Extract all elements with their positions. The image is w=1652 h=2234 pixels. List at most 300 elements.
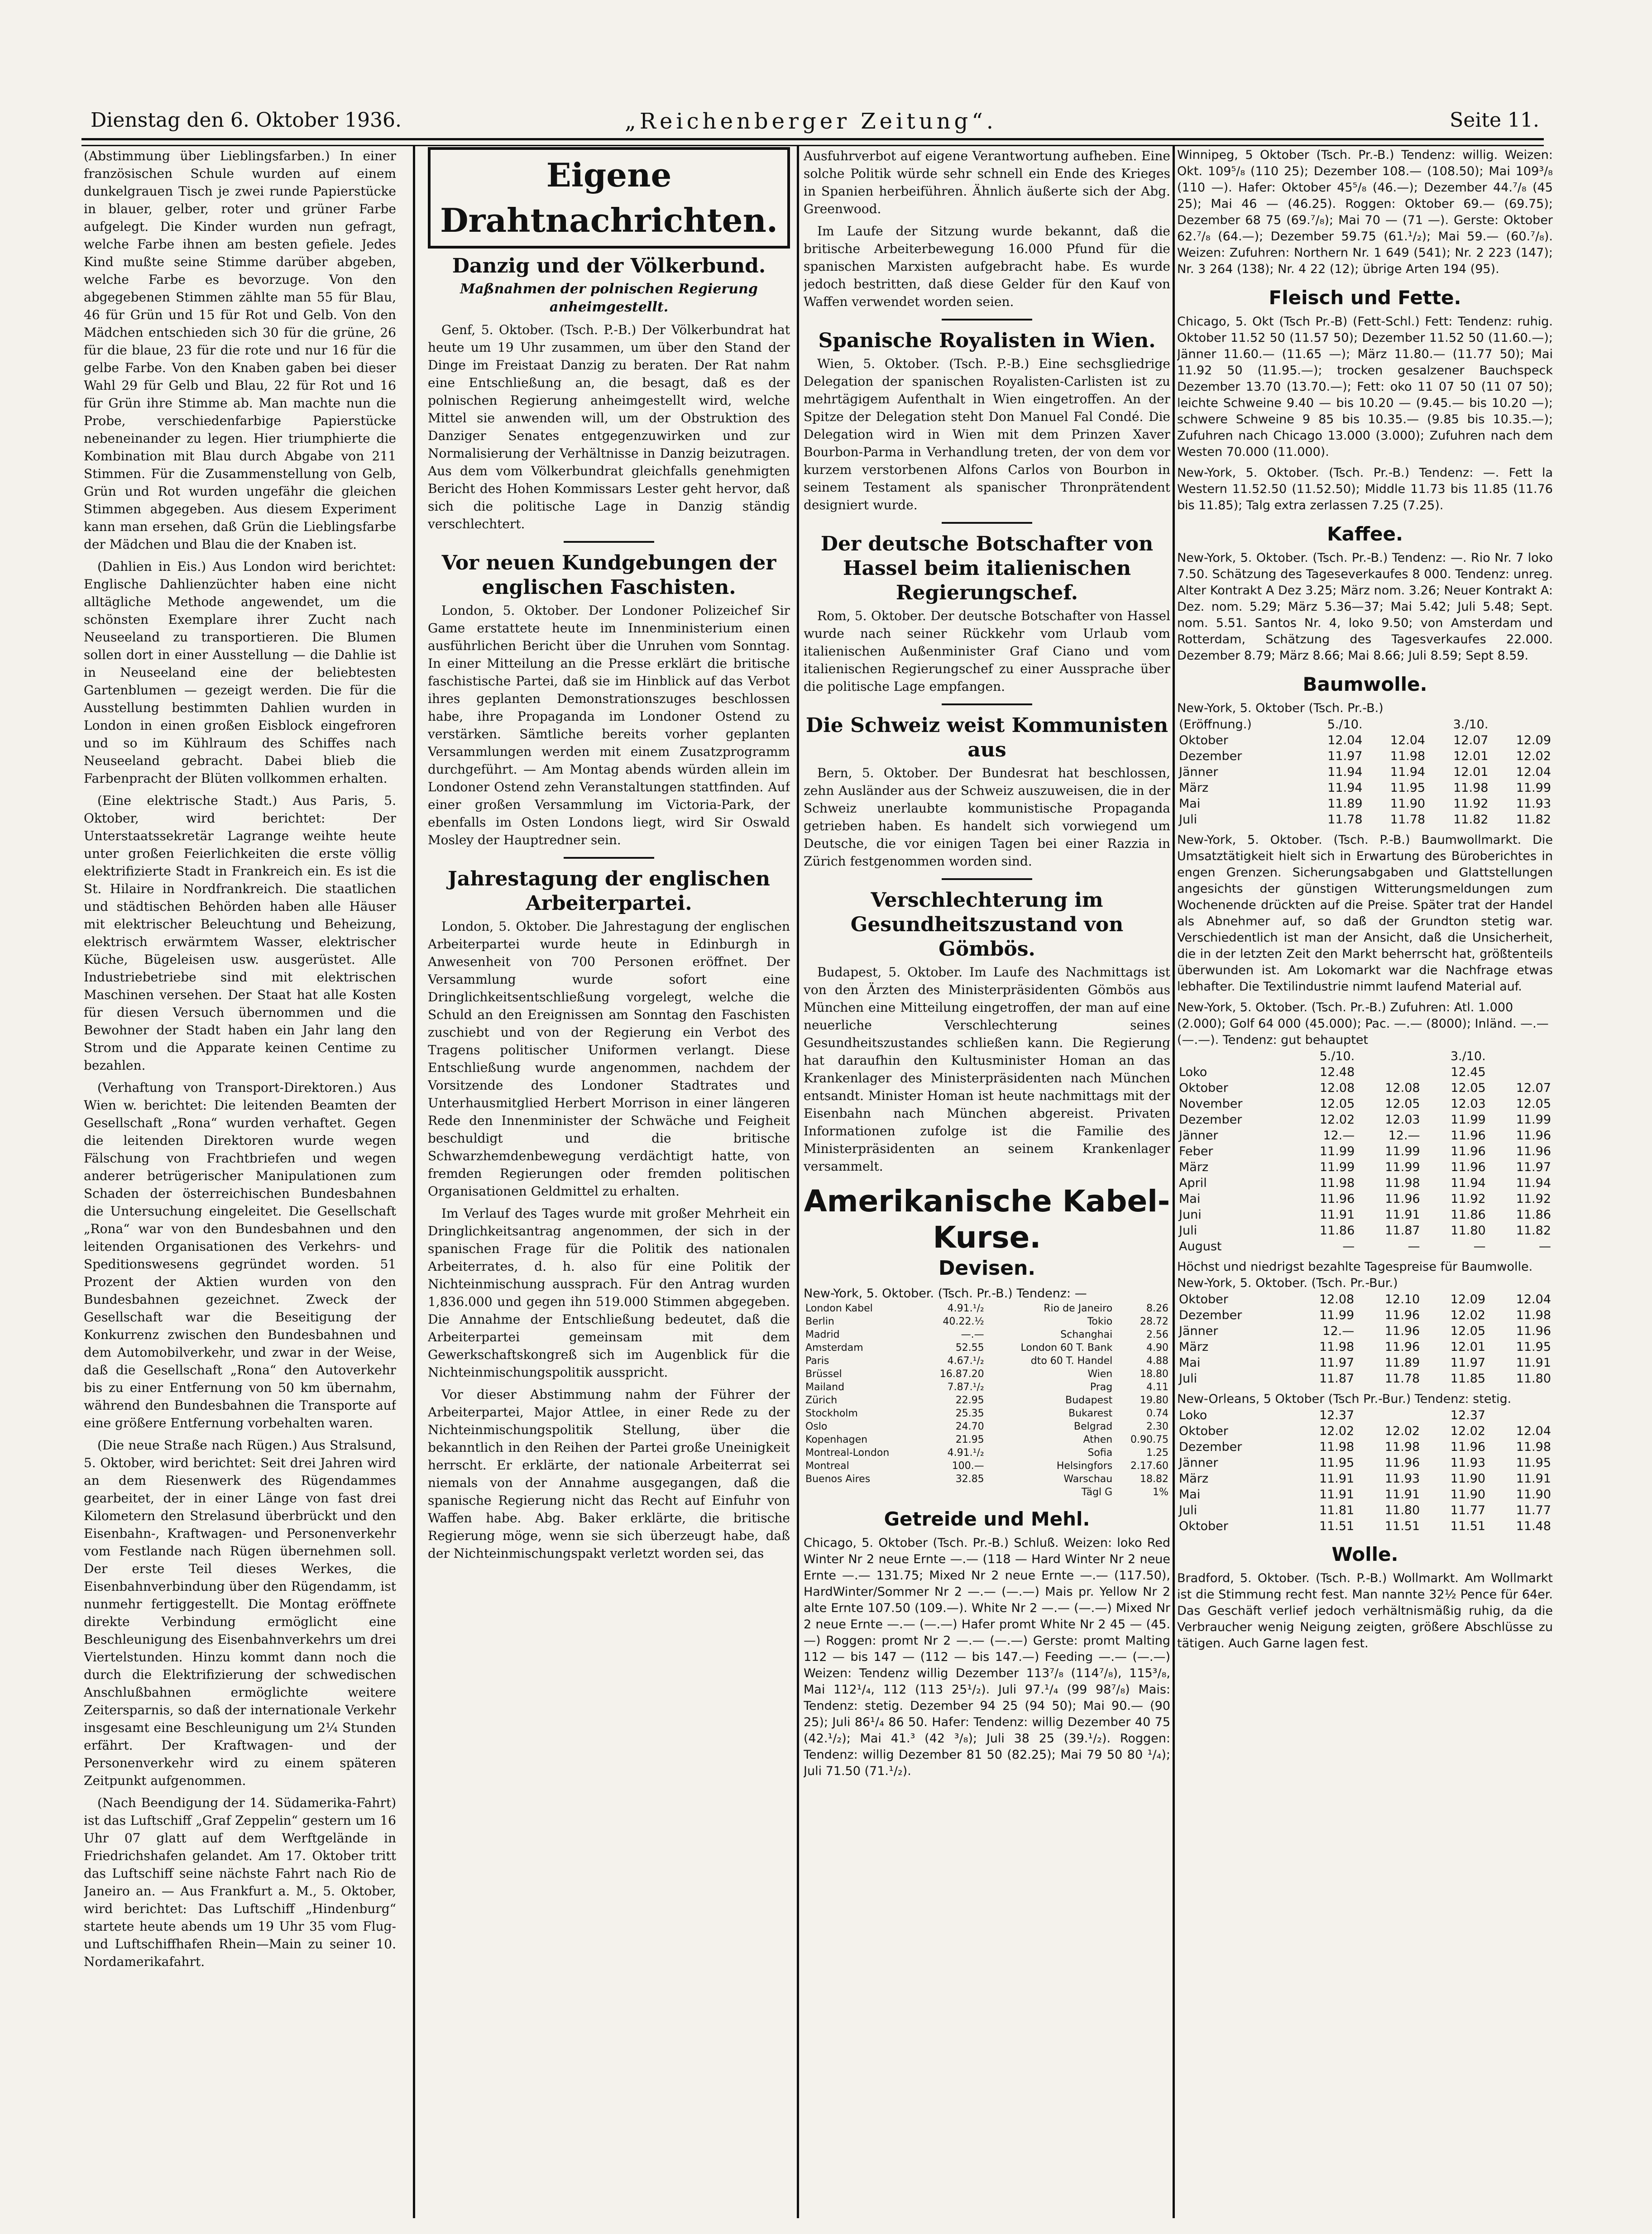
table-cell: Tägl G: [1081, 1487, 1113, 1498]
article-separator: [942, 703, 1032, 705]
article-danzig: [428, 254, 790, 533]
table-row: [1177, 1518, 1553, 1534]
table-cell: 12.09: [1516, 733, 1551, 747]
table-cell: 11.51: [1319, 1519, 1355, 1533]
table-cell: Jänner: [1179, 1129, 1218, 1143]
table-cell: 12.—: [1323, 1129, 1355, 1143]
table-cell: 11.95: [1516, 1340, 1551, 1354]
table-cell: 11.98: [1384, 1440, 1420, 1454]
table-cell: Dezember: [1179, 1440, 1242, 1454]
table-cell: 11.99: [1385, 1144, 1420, 1158]
table-row: [804, 1459, 1170, 1473]
table-cell: 12.04: [1390, 733, 1426, 747]
table-cell: April: [1179, 1176, 1207, 1190]
table-cell: 11.93: [1450, 1456, 1486, 1470]
article-royalisten: [804, 329, 1170, 514]
header-paper-name: „Reichenberger Zeitung“.: [625, 109, 997, 134]
table-cell: 11.96: [1384, 1324, 1420, 1338]
table-cell: [804, 1486, 921, 1499]
table-row: [1177, 1191, 1553, 1207]
table-cell: Oktober: [1179, 733, 1228, 747]
table-cell: 11.96: [1384, 1456, 1420, 1470]
market-heading: Getreide und Mehl.: [884, 1508, 1090, 1530]
market-section-title: Amerikanische Kabel-Kurse.: [804, 1184, 1170, 1255]
table-cell: 4.11: [1146, 1382, 1168, 1393]
table-cell: 11.86: [1319, 1224, 1355, 1238]
table-row: [1177, 717, 1553, 732]
table-cell: Madrid: [805, 1329, 840, 1340]
table-cell: 2.56: [1146, 1329, 1168, 1340]
news-item: (Dahlien in Eis.) Aus London wird berichtet: Englische Dahlienzüchter haben eine nicht alltägliche Methode angewendet, um die schönsten Exemplare ihrer Zucht nach Neuseeland zu transportieren. Die Blumen sollen dort in einer Ausstellung — die Dahlie ist in Neuseeland eine der beliebtesten Gartenblumen — gezeigt werden. Die für die Ausstellung bestimmten Dahlien wurden in London in einen großen Eisblock eingefroren und so im Kühlraum des Schiffes nach Neuseeland gebracht. Dabei blieb die Farbenpracht der Blüten vollkommen erhalten.: [84, 559, 396, 786]
table-row: [1177, 1455, 1553, 1471]
table-row: [1177, 1292, 1553, 1307]
table-cell: [921, 1486, 986, 1499]
table-cell: 11.92: [1516, 1192, 1551, 1206]
market-heading: Baumwolle.: [1302, 673, 1427, 695]
table-cell: 11.78: [1327, 813, 1363, 827]
table-cell: 12.03: [1385, 1113, 1420, 1127]
table-row: [1177, 1080, 1553, 1096]
table-row: [804, 1446, 1170, 1459]
table-row: [1177, 1048, 1553, 1064]
table-cell: 11.82: [1453, 813, 1489, 827]
table-cell: [1365, 717, 1427, 732]
header-date: Dienstag den 6. Oktober 1936.: [91, 109, 402, 132]
table-cell: 25.35: [955, 1408, 984, 1419]
table-cell: 11.97: [1516, 1160, 1551, 1174]
news-item: (Die neue Straße nach Rügen.) Aus Stralsund, 5. Oktober, wird berichtet: Seit drei Jahren wird an dem Riesenwerk des Rügendammes gearbeitet, der in einer Länge von fast drei Kilometern den Strelasund überbrückt und den Eisenbahn-, Kraftwagen- und Personenverkehr vom Festlande nach Rügen übernehmen soll. Der erste Teil dieses Werkes, die Eisenbahnverbindung über den Rügendamm, ist nunmehr fertiggestellt. Die Montag eröffnete direkte Verbindung ermöglicht eine Beschleunigung des Eisenbahnverkehrs um drei Viertelstunden. Hinzu kommt dann noch die durch die Elektrifizierung der schwedischen Anschlußbahnen ermöglichte weitere Zeitersparnis, so daß der internationale Verkehr insgesamt eine Beschleunigung um 2¼ Stunden erfährt. Der Kraftwagen- und der Personenverkehr wird zu einem späteren Zeitpunkt aufgenommen.: [84, 1438, 396, 1788]
table-row: [804, 1433, 1170, 1446]
article-body: Vor dieser Abstimmung nahm der Führer der Arbeiterpartei, Major Attlee, in einer Rede zu der Nichteinmischungspolitik Stellung, über die bekanntlich in den Reihen der Partei große Uneinigkeit herrscht. Er erklärte, der nationale Arbeiterrat sei niemals von der Annahme ausgegangen, daß die spanische Regierung nicht das Recht auf Einfuhr von Waffen habe. Abg. Baker erklärte, die britische Regierung möge, wenn sie sich überzeugt habe, daß der Nichteinmischungspakt verletzt worden sei, das: [428, 1387, 790, 1561]
table-cell: 2.30: [1146, 1421, 1168, 1432]
market-heading: Wolle.: [1331, 1543, 1398, 1565]
table-cell: 11.95: [1319, 1456, 1355, 1470]
table-cell: 11.82: [1516, 813, 1551, 827]
table-cell: 11.91: [1385, 1208, 1420, 1222]
table-cell: Brüssel: [805, 1368, 842, 1380]
table-cell: 11.92: [1453, 797, 1489, 811]
table-cell: Paris: [805, 1355, 829, 1367]
table-row: [804, 1420, 1170, 1433]
table-cell: Juli: [1179, 1503, 1197, 1517]
table-cell: 11.85: [1450, 1372, 1486, 1386]
table-row: [1177, 780, 1553, 796]
table-cell: 11.99: [1319, 1308, 1355, 1322]
table-cell: 11.90: [1516, 1488, 1551, 1502]
table-cell: 11.87: [1385, 1224, 1420, 1238]
table-cell: [1356, 1064, 1422, 1080]
table-cell: 12.01: [1453, 749, 1489, 763]
news-item: (Verhaftung von Transport-Direktoren.) Aus Wien w. berichtet: Die leitenden Beamten der Gesellschaft „Rona“ wurden verhaftet. Gegen die leitenden Direktoren wurde wegen Fälschung von Frachtbriefen und wegen anderer betrügerischer Manipulationen zum Schaden der österreichischen Bundesbahnen die Untersuchung eingeleitet. Die Gesellschaft „Rona“ war von den Bundesbahnen und den leitenden Organisationen des Verkehrs- und Speditionswesens gegründet worden. 51 Prozent der Aktien wurden von den Bundesbahnen gezeichnet. Zweck der Gesellschaft war die Beseitigung der Konkurrenz zwischen den Bundesbahnen und dem Automobilverkehr, und zwar in der Weise, daß die Gesellschaft „Rona“ den Autoverkehr bis zu einer Entfernung von 50 km übernahm, während den Bundesbahnen die Transporte auf eine größere Entfernung vorbehalten waren.: [84, 1080, 396, 1430]
table-cell: 12.02: [1450, 1424, 1486, 1438]
table-cell: 11.91: [1516, 1356, 1551, 1370]
table-row: [1177, 1339, 1553, 1355]
table-row: [804, 1341, 1170, 1354]
table-cell: Jänner: [1179, 765, 1218, 779]
table-row: [804, 1473, 1170, 1486]
table-cell: 11.94: [1327, 765, 1363, 779]
table-cell: 18.80: [1140, 1368, 1168, 1380]
table-cell: 12.08: [1385, 1081, 1420, 1095]
header-page-number: Seite 11.: [1450, 109, 1539, 132]
table-cell: August: [1179, 1239, 1222, 1253]
article-body: London, 5. Oktober. Der Londoner Polizeichef Sir Game erstattete heute im Innenministerium einen ausführlichen Bericht über die Unruhen vom Sonntag. In einer Mitteilung an die Presse erklärt die britische faschistische Partei, daß sie im Hinblick auf das Verbot ihres geplanten Demonstrationszuges beschlossen habe, ihre Propaganda im Londoner Ostend zu verstärken. Sämtliche bereits vorher geplanten Versammlungen werden mit einem Zusatzprogramm durchgeführt. — Am Montag abends würden allein im Londoner Ostend zehn Veranstaltungen stattfinden. Auf einer großen Versammlung im Victoria-Park, der ebenfalls im Osten Londons liegt, wird Sir Oswald Mosley der Hauptredner sein.: [428, 603, 790, 847]
table-cell: 11.96: [1516, 1129, 1551, 1143]
table-cell: 11.97: [1450, 1356, 1486, 1370]
table-row: [804, 1328, 1170, 1341]
table-cell: 3./10.: [1450, 1049, 1486, 1063]
table-row: [1177, 1407, 1553, 1423]
column-divider: [1173, 145, 1175, 2218]
devisen-table: [804, 1302, 1170, 1499]
table-cell: Dezember: [1179, 1308, 1242, 1322]
table-cell: 11.92: [1451, 1192, 1486, 1206]
table-row: [1177, 1064, 1553, 1080]
table-cell: 11.94: [1327, 781, 1363, 795]
table-row: [1177, 1175, 1553, 1191]
table-cell: 12.—: [1322, 1324, 1355, 1338]
table-cell: 16.87.20: [939, 1368, 984, 1380]
table-cell: 12.05: [1516, 1097, 1551, 1111]
table-cell: 12.48: [1319, 1065, 1355, 1079]
table-row: [1177, 1112, 1553, 1128]
table-cell: Sofia: [1087, 1447, 1113, 1459]
table-cell: 11.99: [1319, 1160, 1355, 1174]
table-cell: Stockholm: [805, 1408, 858, 1419]
table-cell: 5./10.: [1327, 718, 1363, 732]
table-cell: Juli: [1179, 1372, 1197, 1386]
table-cell: Juli: [1179, 813, 1197, 827]
article-continuation: Im Laufe der Sitzung wurde bekannt, daß die britische Arbeiterbewegung 16.000 Pfund für die spanischen Marxisten aufgebracht habe. Es wurde jedoch bestritten, daß diese Gelder für den Kauf von Waffen verwendet worden seien.: [804, 224, 1170, 309]
table-cell: 11.86: [1516, 1208, 1551, 1222]
table-cell: November: [1179, 1097, 1243, 1111]
table-cell: 11.91: [1516, 1472, 1551, 1486]
market-report: Chicago, 5. Okt (Tsch Pr.-B) (Fett-Schl.) Fett: Tendenz: ruhig. Oktober 11.52 50 (11.57 50); Dezember 11.52 50 (11.60.—); Jänner 11.60.— (11.65 —); März 11.80.— (11.77 50); Mai 11.92 50 (11.95.—); trocken gesalzener Bauchspeck Dezember 13.70 (13.70.—); Fett: oko 11 07 50 (11 07 50); leichte Schweine 9.40 — bis 10.20 — (9.45.— bis 10.20 —); schwere Schweine 9 85 bis 10.35.— (9.85 bis 10.35.—); Zufuhren nach Chicago 13.000 (3.000); Zufuhren nach dem Westen 70.000 (11.000).: [1177, 315, 1553, 459]
table-cell: 11.99: [1385, 1160, 1420, 1174]
article-separator: [942, 319, 1032, 321]
table-cell: 11.96: [1516, 1324, 1551, 1338]
article-body: Bern, 5. Oktober. Der Bundesrat hat beschlossen, zehn Ausländer aus der Schweiz auszuweisen, die in der Schweiz unerlaubte kommunistische Propaganda getrieben haben. Es handelt sich vorwiegend um Deutsche, die vor einigen Tagen bei einer Razzia in Zürich festgenommen worden sind.: [804, 765, 1170, 869]
table-row: [804, 1354, 1170, 1368]
table-cell: 18.82: [1140, 1473, 1168, 1485]
table-row: [1177, 1207, 1553, 1223]
table-cell: 11.96: [1384, 1308, 1420, 1322]
table-cell: 11.96: [1319, 1192, 1355, 1206]
article-body: Wien, 5. Oktober. (Tsch. P.-B.) Eine sechsgliedrige Delegation der spanischen Royalisten-Carlisten ist zu mehrtägigem Aufenthalt in Wien eingetroffen. An der Spitze der Delegation steht Don Manuel Fal Condé. Die Delegation wird in Wien mit dem Prinzen Xaver Bourbon-Parma in Verhandlung treten, der von dem vor kurzem verstorbenen Alfons Carlos von Bourbon in seinem Testament als spanischer Thronprätendent designiert wurde.: [804, 356, 1170, 512]
table-cell: 12.03: [1451, 1097, 1486, 1111]
table-cell: 11.80: [1516, 1372, 1551, 1386]
table-cell: 12.01: [1450, 1340, 1486, 1354]
table-cell: 11.94: [1451, 1176, 1486, 1190]
article-body: Im Verlauf des Tages wurde mit großer Mehrheit ein Dringlichkeitsantrag angenommen, der sich in der spanischen Frage für die Politik des nationalen Arbeiterrates, d. h. also für eine Politik der Nichteinmischung aussprach. Für den Antrag wurden 1,836.000 und gegen ihn 519.000 Stimmen abgegeben. Die Annahme der Entschließung bedeutet, daß die Arbeiterpartei gemeinsam mit dem Gewerkschaftskongreß sich im Augenblick für die Nichteinmischungspolitik ausspricht.: [428, 1206, 790, 1380]
table-row: [1177, 1471, 1553, 1487]
table-row: [804, 1315, 1170, 1328]
table-cell: 11.98: [1385, 1176, 1420, 1190]
table-cell: Berlin: [805, 1316, 834, 1327]
table-cell: Oktober: [1179, 1081, 1228, 1095]
table-cell: —: [1342, 1239, 1355, 1253]
table-cell: Oktober: [1179, 1292, 1228, 1306]
table-cell: Jänner: [1179, 1456, 1218, 1470]
table-row: [1177, 812, 1553, 828]
section-masthead: Eigene Drahtnachrichten.: [428, 147, 790, 249]
table-cell: 11.99: [1451, 1113, 1486, 1127]
article-body: Genf, 5. Oktober. (Tsch. P.-B.) Der Völkerbundrat hat heute um 19 Uhr zusammen, um über den Stand der Dinge im Freistaat Danzig zu beraten. Der Rat nahm eine Entschließung an, die besagt, daß es der polnischen Regierung anheimgestellt wird, welche Mittel sie anwenden will, um der Obstruktion des Danziger Senates entgegenzuwirken und zur Normalisierung der Verhältnisse in Danzig beizutragen. Aus dem vom Völkerbundrat gleichfalls genehmigten Bericht des Hohen Kommissars Lester geht hervor, daß sich die politische Lage in Danzig ständig verschlechtert.: [428, 322, 790, 531]
table-row: [804, 1394, 1170, 1407]
table-cell: 12.10: [1384, 1292, 1420, 1306]
table-cell: —: [1473, 1239, 1486, 1253]
table-cell: 11.96: [1516, 1144, 1551, 1158]
table-cell: 12.37: [1450, 1408, 1486, 1422]
table-cell: Dezember: [1179, 749, 1242, 763]
table-cell: Zürich: [805, 1395, 838, 1406]
table-cell: 12.07: [1516, 1081, 1551, 1095]
table-cell: Dezember: [1179, 1113, 1242, 1127]
table-cell: [1356, 1048, 1422, 1064]
table-cell: 4.91.¹/₂: [947, 1447, 984, 1459]
table-cell: 11.82: [1516, 1224, 1551, 1238]
table-cell: 12.04: [1516, 1292, 1551, 1306]
table-cell: 12.08: [1319, 1081, 1355, 1095]
table-cell: 11.51: [1384, 1519, 1420, 1533]
table-cell: 12.02: [1319, 1424, 1355, 1438]
table-cell: [1488, 1064, 1553, 1080]
article-separator: [942, 878, 1032, 880]
table-cell: 11.99: [1516, 1113, 1551, 1127]
table-cell: Mai: [1179, 797, 1201, 811]
table-cell: 11.94: [1516, 1176, 1551, 1190]
table-cell: 12.—: [1388, 1129, 1420, 1143]
table-cell: Budapest: [1065, 1395, 1113, 1406]
market-report: New-York, 5. Oktober. (Tsch. Pr.-B.) Tendenz: —. Fett la Western 11.52.50 (11.52.50); Middle 11.73 bis 11.85 (11.76 bis 11.85); Talg extra zerlassen 7.25 (7.25).: [1177, 466, 1553, 512]
table-cell: 12.02: [1450, 1308, 1486, 1322]
baumwolle-table: [1177, 717, 1553, 828]
article-faschisten: [428, 551, 790, 849]
table-cell: Mai: [1179, 1356, 1201, 1370]
article-goembos: [804, 888, 1170, 1175]
table-cell: 40.22.½: [943, 1316, 984, 1327]
table-cell: 11.97: [1319, 1356, 1355, 1370]
table-cell: 12.02: [1516, 749, 1551, 763]
table-cell: Loko: [1179, 1065, 1207, 1079]
table-row: [804, 1486, 1170, 1499]
table-cell: März: [1179, 1472, 1209, 1486]
table-cell: 11.96: [1451, 1144, 1486, 1158]
table-row: [1177, 1355, 1553, 1371]
table-cell: Prag: [1090, 1382, 1113, 1393]
table-cell: Montreal: [805, 1460, 849, 1472]
table-cell: 7.87.¹/₂: [947, 1382, 984, 1393]
table-cell: 22.95: [955, 1395, 984, 1406]
table-cell: 11.95: [1516, 1456, 1551, 1470]
table-cell: [1177, 1048, 1291, 1064]
table-cell: —.—: [961, 1329, 984, 1340]
table-cell: 11.77: [1450, 1503, 1486, 1517]
table-cell: Mai: [1179, 1192, 1201, 1206]
table-cell: 11.86: [1451, 1208, 1486, 1222]
market-section-subtitle: Devisen.: [938, 1257, 1036, 1280]
table-caption: New-York, 5. Oktober. (Tsch. Pr.-B.) Tendenz: —: [804, 1287, 1087, 1301]
table-cell: Jänner: [1179, 1324, 1218, 1338]
table-cell: März: [1179, 1340, 1209, 1354]
article-separator: [942, 522, 1032, 524]
table-cell: Buenos Aires: [805, 1473, 871, 1485]
table-cell: 12.07: [1453, 733, 1489, 747]
table-cell: 11.89: [1384, 1356, 1420, 1370]
table-cell: 11.91: [1319, 1208, 1355, 1222]
table-cell: 11.80: [1451, 1224, 1486, 1238]
table-cell: [1487, 1407, 1553, 1423]
table-cell: London 60 T. Bank: [1020, 1342, 1113, 1354]
table-row: [1177, 1143, 1553, 1159]
table-cell: 11.96: [1451, 1160, 1486, 1174]
table-cell: —: [1539, 1239, 1551, 1253]
table-cell: 11.90: [1450, 1472, 1486, 1486]
table-cell: Warschau: [1063, 1473, 1113, 1485]
table-cell: Bukarest: [1068, 1408, 1113, 1419]
table-cell: 11.98: [1516, 1308, 1551, 1322]
table-cell: 11.99: [1516, 781, 1551, 795]
table-cell: 12.02: [1384, 1424, 1420, 1438]
table-row: [1177, 1307, 1553, 1323]
table-cell: 24.70: [955, 1421, 984, 1432]
table-cell: 5./10.: [1319, 1049, 1355, 1063]
table-cell: 11.98: [1390, 749, 1426, 763]
article-headline: Der deutsche Botschafter von Hassel beim italienischen Regierungschef.: [820, 532, 1154, 604]
table-row: [1177, 748, 1553, 764]
table-cell: Oktober: [1179, 1519, 1228, 1533]
table-cell: 21.95: [955, 1434, 984, 1445]
table-cell: 12.37: [1319, 1408, 1355, 1422]
article-continuation: Ausfuhrverbot auf eigene Verantwortung aufheben. Eine solche Politik würde sehr schnell ein Ende des Krieges in Spanien herbeiführen. Ähnlich äußerte sich der Abg. Greenwood.: [804, 148, 1170, 216]
table-cell: 11.95: [1390, 781, 1426, 795]
table-cell: 11.98: [1516, 1440, 1551, 1454]
table-row: [1177, 796, 1553, 812]
table-row: [1177, 1159, 1553, 1175]
baumwolle-table: [1177, 1407, 1553, 1534]
table-cell: Tokio: [1087, 1316, 1113, 1327]
table-cell: Athen: [1083, 1434, 1113, 1445]
table-cell: 11.90: [1450, 1488, 1486, 1502]
table-cell: Amsterdam: [805, 1342, 863, 1354]
table-cell: 12.01: [1453, 765, 1489, 779]
table-cell: 0.74: [1146, 1408, 1168, 1419]
table-caption: Höchst und niedrigst bezahlte Tagespreise für Baumwolle. New-York, 5. Oktober. (Tsch. Pr.-Bur.): [1177, 1260, 1533, 1290]
news-item: (Nach Beendigung der 14. Südamerika-Fahrt) ist das Luftschiff „Graf Zeppelin“ gestern um 16 Uhr 07 glatt auf dem Werftgelände in Friedrichshafen gelandet. Am 17. Oktober tritt das Luftschiff seine nächste Fahrt nach Rio de Janeiro an. — Aus Frankfurt a. M., 5. Oktober, wird berichtet: Das Luftschiff „Hindenburg“ startete heute abends um 19 Uhr 35 vom Flug- und Luftschiffhafen Rhein—Main zu seiner 10. Nordamerikafahrt.: [84, 1795, 396, 1969]
article-headline: Danzig und der Völkerbund.: [452, 254, 766, 277]
table-cell: 11.93: [1516, 797, 1551, 811]
table-cell: 12.09: [1450, 1292, 1486, 1306]
table-row: [1177, 1223, 1553, 1239]
table-cell: 12.05: [1319, 1097, 1355, 1111]
column-divider: [797, 145, 799, 2218]
table-cell: 32.85: [955, 1473, 984, 1485]
table-cell: 11.96: [1385, 1192, 1420, 1206]
table-row: [804, 1381, 1170, 1394]
table-row: [804, 1407, 1170, 1420]
table-row: [1177, 1487, 1553, 1502]
table-cell: Oslo: [805, 1421, 828, 1432]
table-cell: [1490, 717, 1553, 732]
article-separator: [564, 541, 654, 543]
table-cell: 11.98: [1319, 1340, 1355, 1354]
article-headline: Jahrestagung der englischen Arbeiterpartei.: [448, 867, 770, 915]
table-cell: 11.81: [1319, 1503, 1355, 1517]
table-cell: 11.78: [1384, 1372, 1420, 1386]
table-cell: 11.96: [1451, 1129, 1486, 1143]
table-cell: 12.08: [1319, 1292, 1355, 1306]
table-cell: [1356, 1407, 1422, 1423]
table-cell: 11.94: [1390, 765, 1426, 779]
table-cell: Juli: [1179, 1224, 1197, 1238]
header-rule: [81, 138, 1544, 146]
table-cell: Rio de Janeiro: [1044, 1303, 1113, 1314]
market-report: Bradford, 5. Oktober. (Tsch. P.-B.) Wollmarkt. Am Wollmarkt ist die Stimmung recht fest. Man nannte 32½ Pence für 64er. Das Geschäft verlief jedoch verhältnismäßig ruhig, da die Verbraucher wenig Neigung zeigten, größere Abschlüsse zu tätigen. Auch Garne lagen fest.: [1177, 1571, 1553, 1650]
table-cell: (Eröffnung.): [1179, 718, 1252, 732]
table-cell: London Kabel: [805, 1303, 873, 1314]
article-separator: [564, 857, 654, 859]
table-cell: Montreal-London: [805, 1447, 890, 1459]
table-row: [1177, 1128, 1553, 1143]
table-cell: 11.98: [1319, 1440, 1355, 1454]
table-cell: Loko: [1179, 1408, 1207, 1422]
table-cell: 11.91: [1384, 1488, 1420, 1502]
table-cell: 11.90: [1390, 797, 1426, 811]
table-cell: dto 60 T. Handel: [1030, 1355, 1113, 1367]
column-2: [428, 147, 790, 2211]
table-cell: 100.—: [952, 1460, 984, 1472]
table-cell: März: [1179, 781, 1209, 795]
column-divider: [413, 145, 415, 2218]
table-cell: 12.02: [1319, 1113, 1355, 1127]
table-cell: 11.51: [1450, 1519, 1486, 1533]
table-cell: 4.88: [1146, 1355, 1168, 1367]
table-cell: 4.67.¹/₂: [947, 1355, 984, 1367]
table-cell: Mailand: [805, 1382, 845, 1393]
table-row: [804, 1302, 1170, 1315]
table-row: [804, 1368, 1170, 1381]
table-cell: 11.77: [1516, 1503, 1551, 1517]
table-cell: 19.80: [1140, 1395, 1168, 1406]
market-heading: Fleisch und Fette.: [1269, 287, 1461, 309]
table-cell: [1488, 1048, 1553, 1064]
column-1: [84, 147, 396, 2211]
table-row: [1177, 1371, 1553, 1387]
table-cell: 2.17.60: [1130, 1460, 1168, 1472]
table-cell: Helsingfors: [1056, 1460, 1113, 1472]
table-cell: 0.90.75: [1130, 1434, 1168, 1445]
table-cell: Oktober: [1179, 1424, 1228, 1438]
news-item: (Abstimmung über Lieblingsfarben.) In einer französischen Schule wurden auf einem dunkelgrauen Tisch je zwei runde Papierstücke in blauer, gelber, roter und grüner Farbe aufgelegt. Die Kinder wurden nun gefragt, welche Farbe ihnen am besten gefiele. Jedes Kind mußte seine Stimme darüber abgeben, welche Farbe es bevorzuge. Von den abgegebenen Stimmen zählte man 55 für Blau, 46 für Grün und 15 für Rot und Gelb. Von den Mädchen entschieden sich 30 für die grüne, 26 für die blaue, 23 für die rote und nur 16 für die gelbe Farbe. Von den Knaben gaben bei dieser Wahl 29 für Gelb und Blau, 22 für Rot und 16 für Grün ihre Stimme ab. Man machte nun die Probe, verschiedenfarbige Papierstücke nebeneinander zu legen. Hier triumphierte die Kombination mit Blau durch Abgabe von 211 Stimmen. Für die Zusammenstellung von Gelb, Grün und Rot wurden ungefähr die gleichen Stimmen abgegeben. Aus diesem Experiment kann man ersehen, daß Grün die Lieblingsfarbe der Mädchen und Blau die der Knaben ist.: [84, 148, 396, 552]
table-cell: 1.25: [1146, 1447, 1168, 1459]
article-headline: Die Schweiz weist Kommunisten aus: [805, 714, 1168, 761]
article-headline: Vor neuen Kundgebungen der englischen Faschisten.: [441, 551, 776, 599]
table-row: [1177, 764, 1553, 780]
article-body: London, 5. Oktober. Die Jahrestagung der englischen Arbeiterpartei wurde heute in Edinburgh in Anwesenheit von 700 Personen eröffnet. Der Versammlung wurde sofort eine Dringlichkeitsentschließung vorgelegt, welche die Schuld an den Ereignissen am Sonntag den Faschisten zuschiebt und von der Regierung ein Verbot des Tragens politischer Uniformen verlangt. Diese Entschließung wurde angenommen, nachdem der Vorsitzende des Londoner Stadtrates und Unterhausmitglied Herbert Morrison in einer längeren Rede den Innenminister der Schwäche und Feigheit beschuldigt und die britische Schwarzhemdenbewegung verdächtigt hatte, von fremden Regierungen oder fremden politischen Organisationen Geldmittel zu erhalten.: [428, 919, 790, 1199]
table-cell: Mai: [1179, 1488, 1201, 1502]
table-cell: Wien: [1087, 1368, 1113, 1380]
article-body: Budapest, 5. Oktober. Im Laufe des Nachmittags ist von den Ärzten des Ministerpräsidenten Gömbös aus München eine Mitteilung eingetroffen, der man auf eine neuerliche Verschlechterung seines Gesundheitszustandes schließen kann. Die Regierung hat daraufhin den Kultusminister Homan an das Krankenlager des Ministerpräsidenten nach München entsandt. Minister Homan ist heute nachmittags mit der Eisenbahn nach München abgereist. Privaten Informationen zufolge ist die Familie des Ministerpräsidenten an seinem Krankenlager versammelt.: [804, 965, 1170, 1174]
market-report: New-York, 5. Oktober. (Tsch. P.-B.) Baumwollmarkt. Die Umsatztätigkeit hielt sich in Erwartung des Büroberichtes in engen Grenzen. Sicherungsabgaben und Glattstellungen angesichts der günstigen Witterungsmeldungen zum Wochenende drückten auf die Preise. Später trat der Handel als Abnehmer auf, so daß der Grundton stetig war. Verschiedentlich ist man der Ansicht, daß die Unsicherheit, die in der letzten Zeit den Markt beherrscht hat, größtenteils überwunden ist. Am Lokomarkt war die Nachfrage etwas lebhafter. Die Textilindustrie nimmt laufend Material auf.: [1177, 833, 1553, 994]
table-cell: Schanghai: [1060, 1329, 1113, 1340]
table-cell: 8.26: [1146, 1303, 1168, 1314]
table-cell: 11.80: [1384, 1503, 1420, 1517]
table-cell: 11.48: [1516, 1519, 1551, 1533]
table-cell: 12.04: [1327, 733, 1363, 747]
table-cell: 11.96: [1450, 1440, 1486, 1454]
table-cell: 4.91.¹/₂: [947, 1303, 984, 1314]
table-cell: 28.72: [1140, 1316, 1168, 1327]
